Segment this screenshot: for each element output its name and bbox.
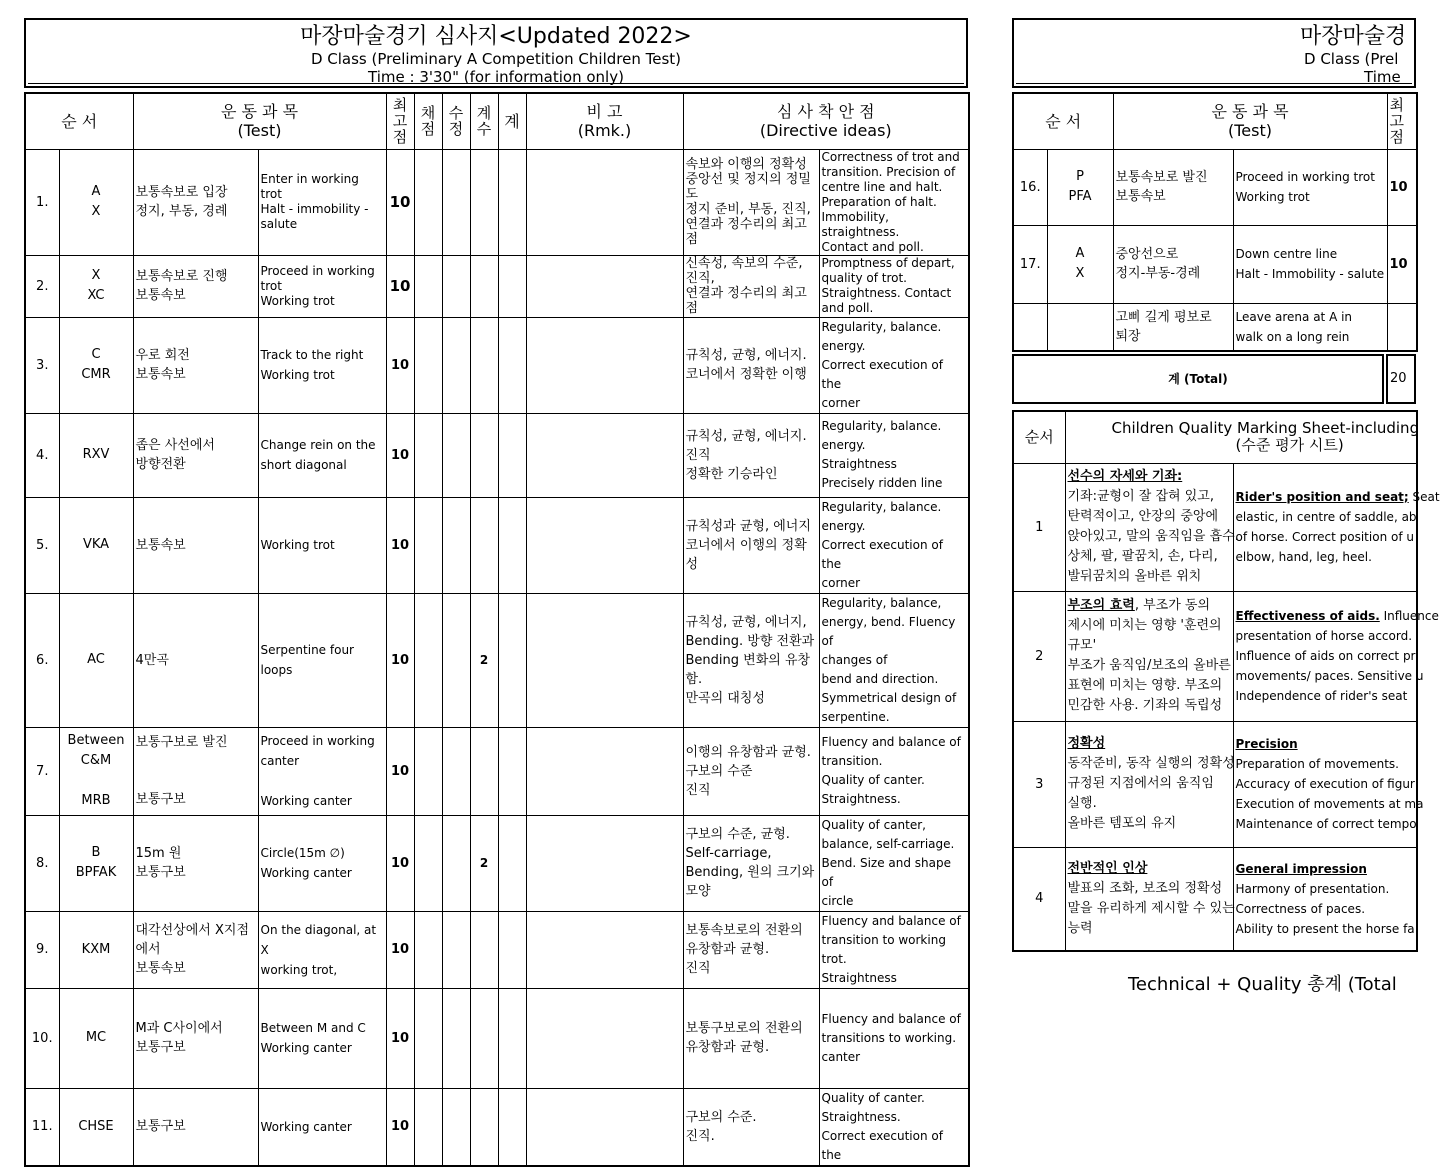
row-remarks-cell[interactable] bbox=[526, 727, 683, 815]
row-letters: A X bbox=[1047, 225, 1113, 303]
remarks-header: 비 고 (Rmk.) bbox=[526, 93, 683, 149]
row-test-kr: 보통구보 bbox=[133, 1088, 258, 1166]
row-total-cell[interactable] bbox=[498, 317, 526, 413]
row-max-score: 10 bbox=[386, 593, 414, 727]
table-row bbox=[25, 497, 969, 593]
row-correction-cell[interactable] bbox=[442, 815, 470, 911]
max-score-header-right: 최고점 bbox=[1387, 93, 1417, 149]
row-max-score: 10 bbox=[386, 727, 414, 815]
row-coefficient: 2 bbox=[470, 815, 498, 911]
row-number: 1. bbox=[25, 149, 59, 255]
row-number: 11. bbox=[25, 1088, 59, 1166]
row-total-cell[interactable] bbox=[498, 911, 526, 988]
row-correction-cell[interactable] bbox=[442, 911, 470, 988]
row-number: 9. bbox=[25, 911, 59, 988]
row-directive-kr: 신속성, 속보의 수준, 진직, 연결과 정수리의 최고점 bbox=[683, 255, 819, 317]
row-max-score: 10 bbox=[386, 317, 414, 413]
row-test-kr: 보통속보 bbox=[133, 497, 258, 593]
row-max-score: 10 bbox=[386, 497, 414, 593]
row-total-cell[interactable] bbox=[498, 255, 526, 317]
table-row bbox=[25, 413, 969, 497]
row-test-en: Down centre line Halt - Immobility - salute bbox=[1233, 225, 1387, 303]
table-row bbox=[25, 1088, 969, 1166]
sheet-title-right: 마장마술경 bbox=[1300, 24, 1407, 49]
row-score-cell[interactable] bbox=[414, 593, 442, 727]
row-letters: AC bbox=[59, 593, 133, 727]
correction-header: 수정 bbox=[442, 93, 470, 149]
row-total-cell[interactable] bbox=[498, 1088, 526, 1166]
sheet-title: 마장마술경기 심사지<Updated 2022> bbox=[300, 24, 692, 49]
row-test-kr: 고삐 길게 평보로 퇴장 bbox=[1113, 303, 1233, 351]
quality-marking-table bbox=[1012, 410, 1440, 952]
row-correction-cell[interactable] bbox=[442, 727, 470, 815]
right-title-box bbox=[1012, 18, 1416, 88]
row-directive-kr: 이행의 유창함과 균형. 구보의 수준 진직 bbox=[683, 727, 819, 815]
row-directive-en: Promptness of depart, quality of trot. Straightness. Contact and poll. bbox=[819, 255, 969, 317]
row-test-kr: 보통속보로 입장 정지, 부동, 경례 bbox=[133, 149, 258, 255]
row-test-en: Proceed in working trot Working trot bbox=[1233, 149, 1387, 225]
row-letters: RXV bbox=[59, 413, 133, 497]
row-coefficient bbox=[470, 497, 498, 593]
quality-kr: 정확성 동작준비, 동작 실행의 정확성 규정된 지점에서의 움직임 실행. 올바른 템포의 유지 bbox=[1065, 721, 1233, 847]
row-test-kr: M과 C사이에서 보통구보 bbox=[133, 988, 258, 1088]
row-directive-kr: 구보의 수준, 균형. Self-carriage, Bending, 원의 크기와 모양 bbox=[683, 815, 819, 911]
test-table bbox=[24, 92, 970, 1167]
row-remarks-cell[interactable] bbox=[526, 255, 683, 317]
test-table-right bbox=[1012, 92, 1418, 352]
table-row bbox=[25, 988, 969, 1088]
test-header: 운 동 과 목 (Test) bbox=[133, 93, 386, 149]
row-total-cell[interactable] bbox=[498, 413, 526, 497]
row-test-en: Serpentine four loops bbox=[258, 593, 386, 727]
row-test-kr: 우로 회전 보통속보 bbox=[133, 317, 258, 413]
left-score-sheet bbox=[24, 18, 968, 1167]
row-test-kr: 15m 원 보통구보 bbox=[133, 815, 258, 911]
row-test-en: Leave arena at A in walk on a long rein bbox=[1233, 303, 1387, 351]
row-directive-kr: 보통속보로의 전환의 유창함과 균형. 진직 bbox=[683, 911, 819, 988]
table-row bbox=[25, 593, 969, 727]
row-letters: P PFA bbox=[1047, 149, 1113, 225]
row-number: 4. bbox=[25, 413, 59, 497]
row-directive-en: Quality of canter, balance, self-carriage. Bend. Size and shape of circle bbox=[819, 815, 969, 911]
row-remarks-cell[interactable] bbox=[526, 149, 683, 255]
quality-en: Effectiveness of aids. Influence presentation of horse accord. Influence of aids on correct pr movements/ paces. Sensitive u Independence of rider's seat bbox=[1233, 591, 1417, 721]
row-letters: X XC bbox=[59, 255, 133, 317]
row-coefficient bbox=[470, 255, 498, 317]
row-test-kr: 대각선상에서 X지점에서 보통속보 bbox=[133, 911, 258, 988]
row-letters: B BPFAK bbox=[59, 815, 133, 911]
row-test-en: Track to the right Working trot bbox=[258, 317, 386, 413]
row-max-score bbox=[1387, 303, 1417, 351]
row-max-score: 10 bbox=[386, 255, 414, 317]
row-directive-kr: 구보의 수준. 진직. bbox=[683, 1088, 819, 1166]
row-test-kr: 보통구보로 발진 보통구보 bbox=[133, 727, 258, 815]
quality-number: 1 bbox=[1013, 463, 1065, 591]
order-header-right: 순 서 bbox=[1013, 93, 1113, 149]
row-coefficient bbox=[470, 911, 498, 988]
row-directive-en: Regularity, balance. energy. Straightness Precisely ridden line bbox=[819, 413, 969, 497]
quality-en: Rider's position and seat; Seat elastic, in centre of saddle, ab of horse. Correct position of u elbow, hand, leg, heel. bbox=[1233, 463, 1417, 591]
row-test-en: Change rein on the short diagonal bbox=[258, 413, 386, 497]
row-correction-cell[interactable] bbox=[442, 255, 470, 317]
row-max-score: 10 bbox=[386, 988, 414, 1088]
row-correction-cell[interactable] bbox=[442, 988, 470, 1088]
total-label: 계 (Total) bbox=[1012, 354, 1384, 404]
row-score-cell[interactable] bbox=[414, 911, 442, 988]
quality-title: Children Quality Marking Sheet-including (수준 평가 시트) bbox=[1065, 411, 1417, 463]
order-header: 순 서 bbox=[25, 93, 133, 149]
row-test-en: Between M and C Working canter bbox=[258, 988, 386, 1088]
row-test-en: Proceed in working canter Working canter bbox=[258, 727, 386, 815]
row-directive-en: Quality of canter. Straightness. Correct execution of the bbox=[819, 1088, 969, 1166]
quality-row bbox=[1013, 721, 1417, 847]
row-number bbox=[1013, 303, 1047, 351]
quality-number: 2 bbox=[1013, 591, 1065, 721]
sheet-subtitle-right: D Class (Prel bbox=[1304, 50, 1399, 68]
row-coefficient bbox=[470, 149, 498, 255]
row-directive-en: Regularity, balance. energy. Correct execution of the corner bbox=[819, 317, 969, 413]
right-score-sheet bbox=[1012, 18, 1440, 995]
row-max-score: 10 bbox=[1387, 225, 1417, 303]
row-correction-cell[interactable] bbox=[442, 1088, 470, 1166]
row-correction-cell[interactable] bbox=[442, 593, 470, 727]
table-row bbox=[25, 255, 969, 317]
quality-en: Precision Preparation of movements. Accuracy of execution of figur Execution of movements at ma Maintenance of correct tempo bbox=[1233, 721, 1417, 847]
row-test-kr: 보통속보로 발진 보통속보 bbox=[1113, 149, 1233, 225]
row-directive-en: Correctness of trot and transition. Precision of centre line and halt. Preparation of halt. Immobility, straightness. Contact and poll. bbox=[819, 149, 969, 255]
row-directive-kr: 규칙성, 균형, 에너지. 코너에서 정확한 이행 bbox=[683, 317, 819, 413]
row-remarks-cell[interactable] bbox=[526, 413, 683, 497]
directive-ideas-header: 심 사 착 안 점 (Directive ideas) bbox=[683, 93, 969, 149]
row-directive-en: Regularity, balance. energy. Correct execution of the corner bbox=[819, 497, 969, 593]
row-coefficient bbox=[470, 988, 498, 1088]
row-total-cell[interactable] bbox=[498, 815, 526, 911]
row-correction-cell[interactable] bbox=[442, 149, 470, 255]
table-row bbox=[25, 317, 969, 413]
row-directive-en: Fluency and balance of transition to working trot. Straightness bbox=[819, 911, 969, 988]
row-test-en: On the diagonal, at X working trot, bbox=[258, 911, 386, 988]
row-coefficient bbox=[470, 413, 498, 497]
row-letters: CHSE bbox=[59, 1088, 133, 1166]
quality-row bbox=[1013, 591, 1417, 721]
row-letters: Between C&M MRB bbox=[59, 727, 133, 815]
row-number: 6. bbox=[25, 593, 59, 727]
row-letters: KXM bbox=[59, 911, 133, 988]
row-remarks-cell[interactable] bbox=[526, 593, 683, 727]
row-number: 17. bbox=[1013, 225, 1047, 303]
row-remarks-cell[interactable] bbox=[526, 815, 683, 911]
row-remarks-cell[interactable] bbox=[526, 497, 683, 593]
row-test-en: Working canter bbox=[258, 1088, 386, 1166]
left-title-box bbox=[24, 18, 968, 88]
row-total-cell[interactable] bbox=[498, 593, 526, 727]
row-letters bbox=[1047, 303, 1113, 351]
table-row bbox=[1013, 303, 1417, 351]
row-number: 8. bbox=[25, 815, 59, 911]
row-correction-cell[interactable] bbox=[442, 413, 470, 497]
quality-order-header: 순서 bbox=[1013, 411, 1065, 463]
row-max-score: 10 bbox=[386, 1088, 414, 1166]
row-number: 16. bbox=[1013, 149, 1047, 225]
quality-number: 4 bbox=[1013, 847, 1065, 951]
table-row bbox=[25, 727, 969, 815]
row-number: 2. bbox=[25, 255, 59, 317]
row-number: 10. bbox=[25, 988, 59, 1088]
row-letters: A X bbox=[59, 149, 133, 255]
quality-number: 3 bbox=[1013, 721, 1065, 847]
row-directive-en: Fluency and balance of transition. Quality of canter. Straightness. bbox=[819, 727, 969, 815]
row-score-cell[interactable] bbox=[414, 317, 442, 413]
row-letters: MC bbox=[59, 988, 133, 1088]
quality-row bbox=[1013, 463, 1417, 591]
row-test-kr: 4만곡 bbox=[133, 593, 258, 727]
row-remarks-cell[interactable] bbox=[526, 911, 683, 988]
row-directive-kr: 보통구보로의 전환의 유창함과 균형. bbox=[683, 988, 819, 1088]
row-score-cell[interactable] bbox=[414, 149, 442, 255]
quality-kr: 선수의 자세와 기좌: 기좌:균형이 잘 잡혀 있고, 탄력적이고, 안장의 중앙에 앉아있고, 말의 움직임을 흡수. 상체, 팔, 팔꿈치, 손, 다리, 발뒤꿈치의 올바른 위치 bbox=[1065, 463, 1233, 591]
row-directive-kr: 규칙성, 균형, 에너지. 진직 정확한 기승라인 bbox=[683, 413, 819, 497]
row-directive-kr: 규칙성과 균형, 에너지 코너에서 이행의 정확성 bbox=[683, 497, 819, 593]
row-test-kr: 중앙선으로 정지-부동-경례 bbox=[1113, 225, 1233, 303]
row-max-score: 10 bbox=[386, 911, 414, 988]
row-coefficient bbox=[470, 727, 498, 815]
sheet-time-right: Time bbox=[1364, 68, 1401, 86]
row-number: 7. bbox=[25, 727, 59, 815]
sheet-time: Time : 3'30" (for information only) bbox=[368, 68, 624, 86]
quality-en: General impression Harmony of presentation. Correctness of paces. Ability to present the horse fa bbox=[1233, 847, 1417, 951]
row-coefficient: 2 bbox=[470, 593, 498, 727]
total-header: 계 bbox=[498, 93, 526, 149]
grand-total-label: Technical + Quality 총계 (Total bbox=[1128, 974, 1397, 995]
row-test-kr: 좁은 사선에서 방향전환 bbox=[133, 413, 258, 497]
row-coefficient bbox=[470, 317, 498, 413]
row-directive-en: Fluency and balance of transitions to working. canter bbox=[819, 988, 969, 1088]
row-score-cell[interactable] bbox=[414, 815, 442, 911]
row-test-en: Working trot bbox=[258, 497, 386, 593]
row-test-en: Circle(15m ∅) Working canter bbox=[258, 815, 386, 911]
row-remarks-cell[interactable] bbox=[526, 988, 683, 1088]
row-total-cell[interactable] bbox=[498, 149, 526, 255]
quality-kr: 전반적인 인상 발표의 조화, 보조의 정확성 말을 유리하게 제시할 수 있는 능력 bbox=[1065, 847, 1233, 951]
row-score-cell[interactable] bbox=[414, 727, 442, 815]
row-remarks-cell[interactable] bbox=[526, 1088, 683, 1166]
row-number: 5. bbox=[25, 497, 59, 593]
table-row bbox=[25, 815, 969, 911]
row-directive-kr: 속보와 이행의 정확성 중앙선 및 정지의 정밀도 정지 준비, 부동, 진직, 연결과 정수리의 최고점 bbox=[683, 149, 819, 255]
row-number: 3. bbox=[25, 317, 59, 413]
test-header-right: 운 동 과 목 (Test) bbox=[1113, 93, 1387, 149]
row-test-en: Proceed in working trot Working trot bbox=[258, 255, 386, 317]
row-test-kr: 보통속보로 진행 보통속보 bbox=[133, 255, 258, 317]
row-total-cell[interactable] bbox=[498, 727, 526, 815]
coefficient-header: 계수 bbox=[470, 93, 498, 149]
row-total-cell[interactable] bbox=[498, 988, 526, 1088]
score-header: 채점 bbox=[414, 93, 442, 149]
table-row bbox=[25, 149, 969, 255]
quality-row bbox=[1013, 847, 1417, 951]
row-max-score: 10 bbox=[386, 413, 414, 497]
sheet-subtitle: D Class (Preliminary A Competition Children Test) bbox=[310, 50, 682, 68]
row-max-score: 10 bbox=[386, 149, 414, 255]
row-score-cell[interactable] bbox=[414, 988, 442, 1088]
row-correction-cell[interactable] bbox=[442, 497, 470, 593]
row-coefficient bbox=[470, 1088, 498, 1166]
row-score-cell[interactable] bbox=[414, 497, 442, 593]
table-row bbox=[25, 911, 969, 988]
row-score-cell[interactable] bbox=[414, 255, 442, 317]
row-test-en: Enter in working trot Halt - immobility - salute bbox=[258, 149, 386, 255]
row-score-cell[interactable] bbox=[414, 413, 442, 497]
row-total-cell[interactable] bbox=[498, 497, 526, 593]
row-remarks-cell[interactable] bbox=[526, 317, 683, 413]
row-letters: VKA bbox=[59, 497, 133, 593]
max-score-header: 최고점 bbox=[386, 93, 414, 149]
quality-kr: 부조의 효력, 부조가 동의 제시에 미치는 영향 '훈련의 규모' 부조가 움직임/보조의 올바른 표현에 미치는 영향. 부조의 민감한 사용. 기좌의 독립성 bbox=[1065, 591, 1233, 721]
table-row bbox=[1013, 149, 1417, 225]
row-max-score: 10 bbox=[1387, 149, 1417, 225]
table-row bbox=[1013, 225, 1417, 303]
row-max-score: 10 bbox=[386, 815, 414, 911]
total-value: 20 bbox=[1386, 354, 1416, 404]
row-letters: C CMR bbox=[59, 317, 133, 413]
row-directive-kr: 규칙성, 균형, 에너지, Bending. 방향 전환과 Bending 변화의 유창함. 만곡의 대칭성 bbox=[683, 593, 819, 727]
row-score-cell[interactable] bbox=[414, 1088, 442, 1166]
row-directive-en: Regularity, balance, energy, bend. Fluency of changes of bend and direction. Symmetrical design of serpentine. bbox=[819, 593, 969, 727]
row-correction-cell[interactable] bbox=[442, 317, 470, 413]
